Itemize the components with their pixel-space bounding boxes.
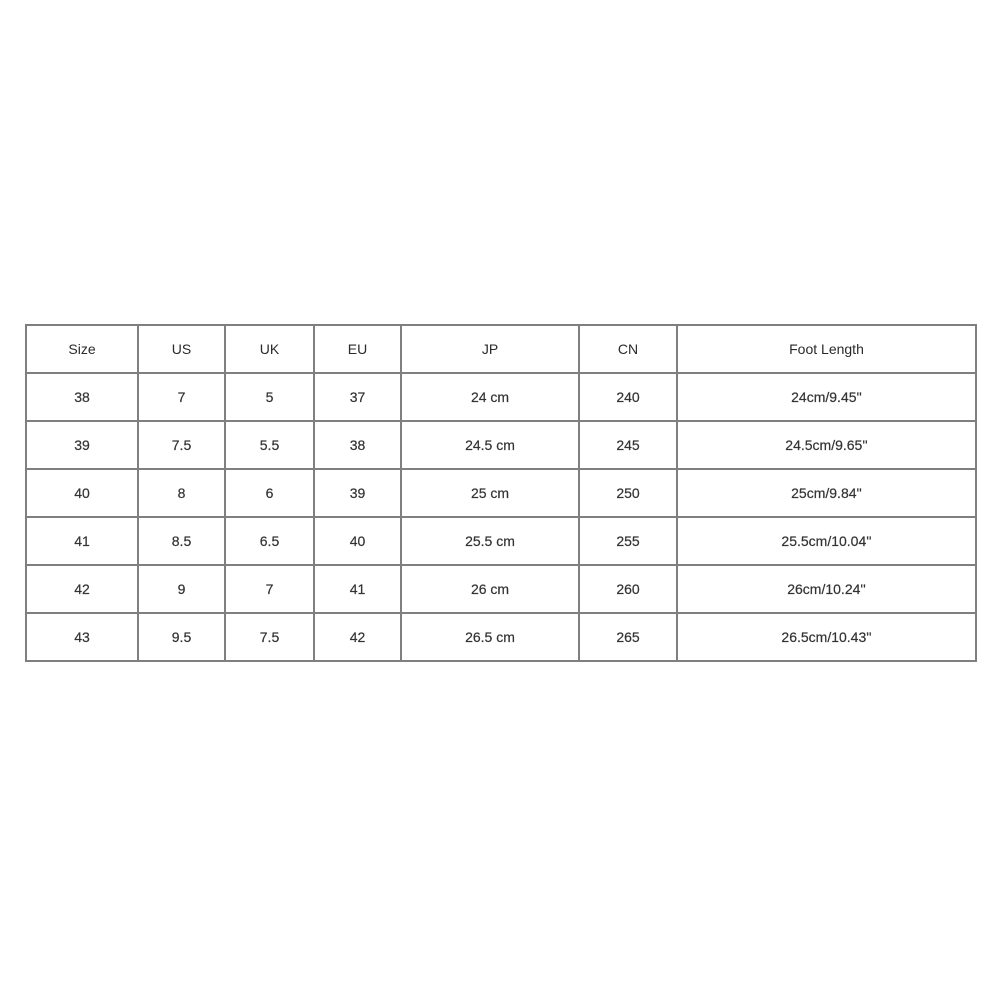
- cell-us: 7.5: [138, 421, 225, 469]
- header-row: [26, 325, 976, 373]
- cell-us: 9.5: [138, 613, 225, 661]
- cell-eu: 37: [314, 373, 401, 421]
- cell-us: 9: [138, 565, 225, 613]
- table-row: [26, 613, 976, 661]
- cell-eu: 40: [314, 517, 401, 565]
- cell-eu: 39: [314, 469, 401, 517]
- cell-uk: 6: [225, 469, 314, 517]
- cell-jp: 24 cm: [401, 373, 579, 421]
- cell-eu: 42: [314, 613, 401, 661]
- cell-foot-length: 25.5cm/10.04'': [677, 517, 976, 565]
- size-chart-table: [25, 324, 977, 662]
- cell-eu: 38: [314, 421, 401, 469]
- cell-us: 8.5: [138, 517, 225, 565]
- table-row: [26, 565, 976, 613]
- cell-uk: 6.5: [225, 517, 314, 565]
- cell-jp: 25 cm: [401, 469, 579, 517]
- cell-cn: 250: [579, 469, 677, 517]
- table-row: [26, 421, 976, 469]
- header-foot-length: Foot Length: [677, 325, 976, 373]
- cell-us: 8: [138, 469, 225, 517]
- cell-foot-length: 24cm/9.45'': [677, 373, 976, 421]
- cell-uk: 5.5: [225, 421, 314, 469]
- cell-uk: 7.5: [225, 613, 314, 661]
- cell-uk: 7: [225, 565, 314, 613]
- header-jp: JP: [401, 325, 579, 373]
- cell-foot-length: 26.5cm/10.43'': [677, 613, 976, 661]
- cell-uk: 5: [225, 373, 314, 421]
- cell-size: 40: [26, 469, 138, 517]
- cell-cn: 255: [579, 517, 677, 565]
- cell-size: 41: [26, 517, 138, 565]
- header-uk: UK: [225, 325, 314, 373]
- cell-foot-length: 24.5cm/9.65'': [677, 421, 976, 469]
- cell-jp: 24.5 cm: [401, 421, 579, 469]
- header-eu: EU: [314, 325, 401, 373]
- table-row: [26, 517, 976, 565]
- cell-cn: 260: [579, 565, 677, 613]
- cell-size: 39: [26, 421, 138, 469]
- cell-foot-length: 26cm/10.24'': [677, 565, 976, 613]
- cell-us: 7: [138, 373, 225, 421]
- cell-foot-length: 25cm/9.84'': [677, 469, 976, 517]
- cell-size: 38: [26, 373, 138, 421]
- cell-size: 43: [26, 613, 138, 661]
- cell-jp: 26 cm: [401, 565, 579, 613]
- header-size: Size: [26, 325, 138, 373]
- cell-jp: 26.5 cm: [401, 613, 579, 661]
- table-row: [26, 469, 976, 517]
- cell-cn: 245: [579, 421, 677, 469]
- cell-cn: 265: [579, 613, 677, 661]
- cell-jp: 25.5 cm: [401, 517, 579, 565]
- header-us: US: [138, 325, 225, 373]
- table-row: [26, 373, 976, 421]
- cell-eu: 41: [314, 565, 401, 613]
- cell-size: 42: [26, 565, 138, 613]
- header-cn: CN: [579, 325, 677, 373]
- cell-cn: 240: [579, 373, 677, 421]
